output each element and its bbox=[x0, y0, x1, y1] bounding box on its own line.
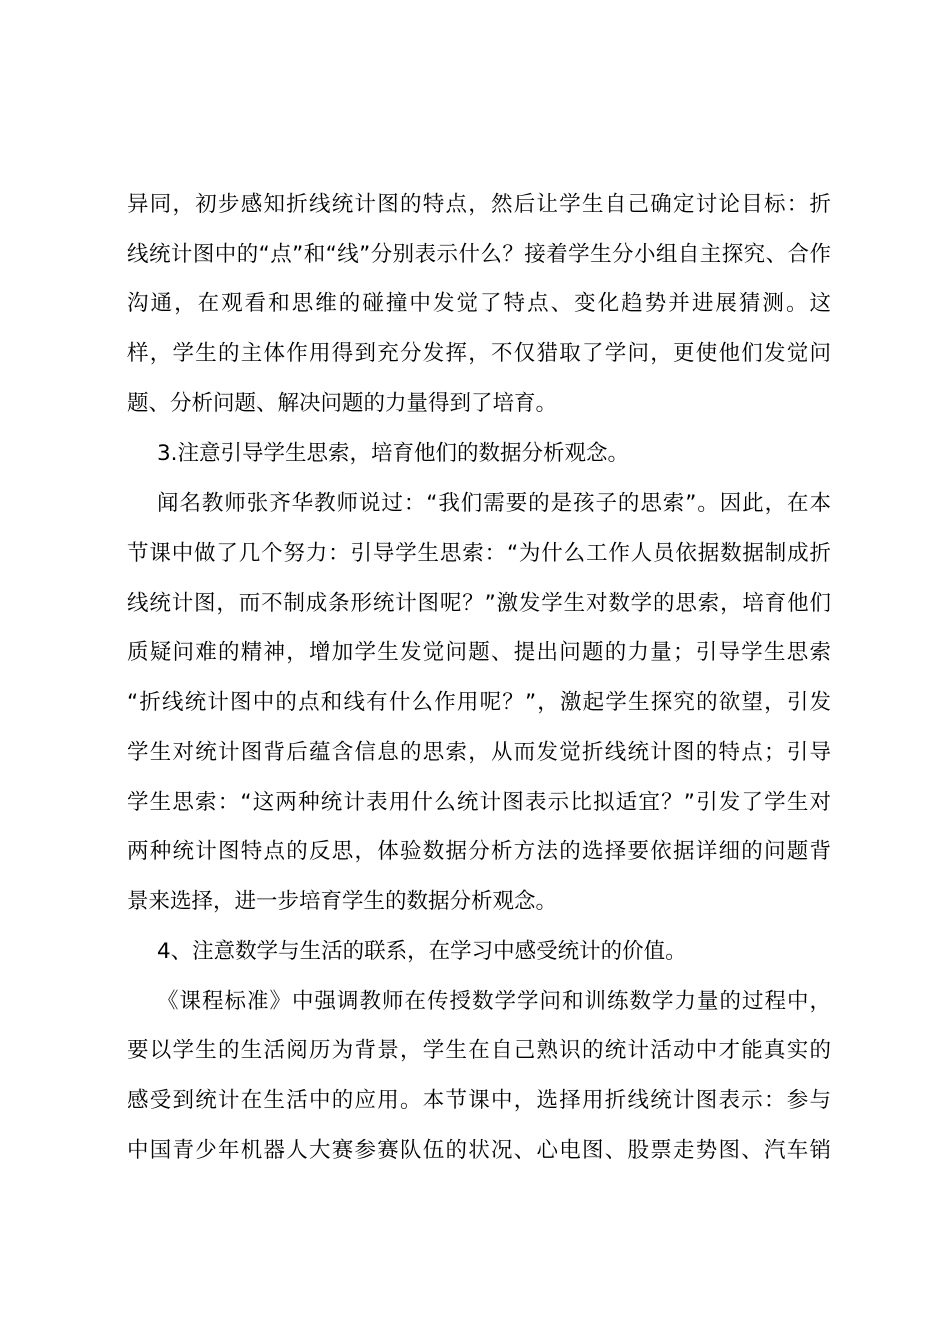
text-line: “折线统计图中的点和线有什么作用呢？”，激起学生探究的欲望，引发 bbox=[127, 690, 831, 715]
section-heading: 3.注意引导学生思索，培育他们的数据分析观念。 bbox=[157, 441, 630, 466]
text-line: 要以学生的生活阅历为背景，学生在自己熟识的统计活动中才能真实的 bbox=[127, 1038, 831, 1063]
text-line: 线统计图中的“点”和“线”分别表示什么？接着学生分小组自主探究、合作 bbox=[127, 242, 831, 267]
section-heading: 4、注意数学与生活的联系，在学习中感受统计的价值。 bbox=[157, 939, 687, 964]
text-line: 感受到统计在生活中的应用。本节课中，选择用折线统计图表示：参与 bbox=[127, 1088, 831, 1113]
text-line: 样，学生的主体作用得到充分发挥，不仅猎取了学问，更使他们发觉问 bbox=[127, 341, 831, 366]
text-line: 质疑问难的精神，增加学生发觉问题、提出问题的力量；引导学生思索 bbox=[127, 640, 831, 665]
text-line: 《课程标准》中强调教师在传授数学学问和训练数学力量的过程中， bbox=[157, 989, 831, 1014]
text-line: 闻名教师张齐华教师说过：“我们需要的是孩子的思索”。因此，在本 bbox=[157, 491, 831, 516]
text-line: 中国青少年机器人大赛参赛队伍的状况、心电图、股票走势图、汽车销 bbox=[127, 1138, 831, 1163]
text-line: 节课中做了几个努力：引导学生思索：“为什么工作人员依据数据制成折 bbox=[127, 541, 831, 566]
text-line: 沟通，在观看和思维的碰撞中发觉了特点、变化趋势并进展猜测。这 bbox=[127, 291, 831, 316]
text-line: 学生思索：“这两种统计表用什么统计图表示比拟适宜？”引发了学生对 bbox=[127, 790, 831, 815]
text-line: 两种统计图特点的反思，体验数据分析方法的选择要依据详细的问题背 bbox=[127, 839, 831, 864]
text-line: 景来选择，进一步培育学生的数据分析观念。 bbox=[127, 889, 558, 914]
text-line: 线统计图，而不制成条形统计图呢？”激发学生对数学的思索，培育他们 bbox=[127, 591, 831, 616]
text-line: 题、分析问题、解决问题的力量得到了培育。 bbox=[127, 391, 558, 416]
text-line: 异同，初步感知折线统计图的特点，然后让学生自己确定讨论目标：折 bbox=[127, 192, 831, 217]
text-line: 学生对统计图背后蕴含信息的思索，从而发觉折线统计图的特点；引导 bbox=[127, 740, 831, 765]
